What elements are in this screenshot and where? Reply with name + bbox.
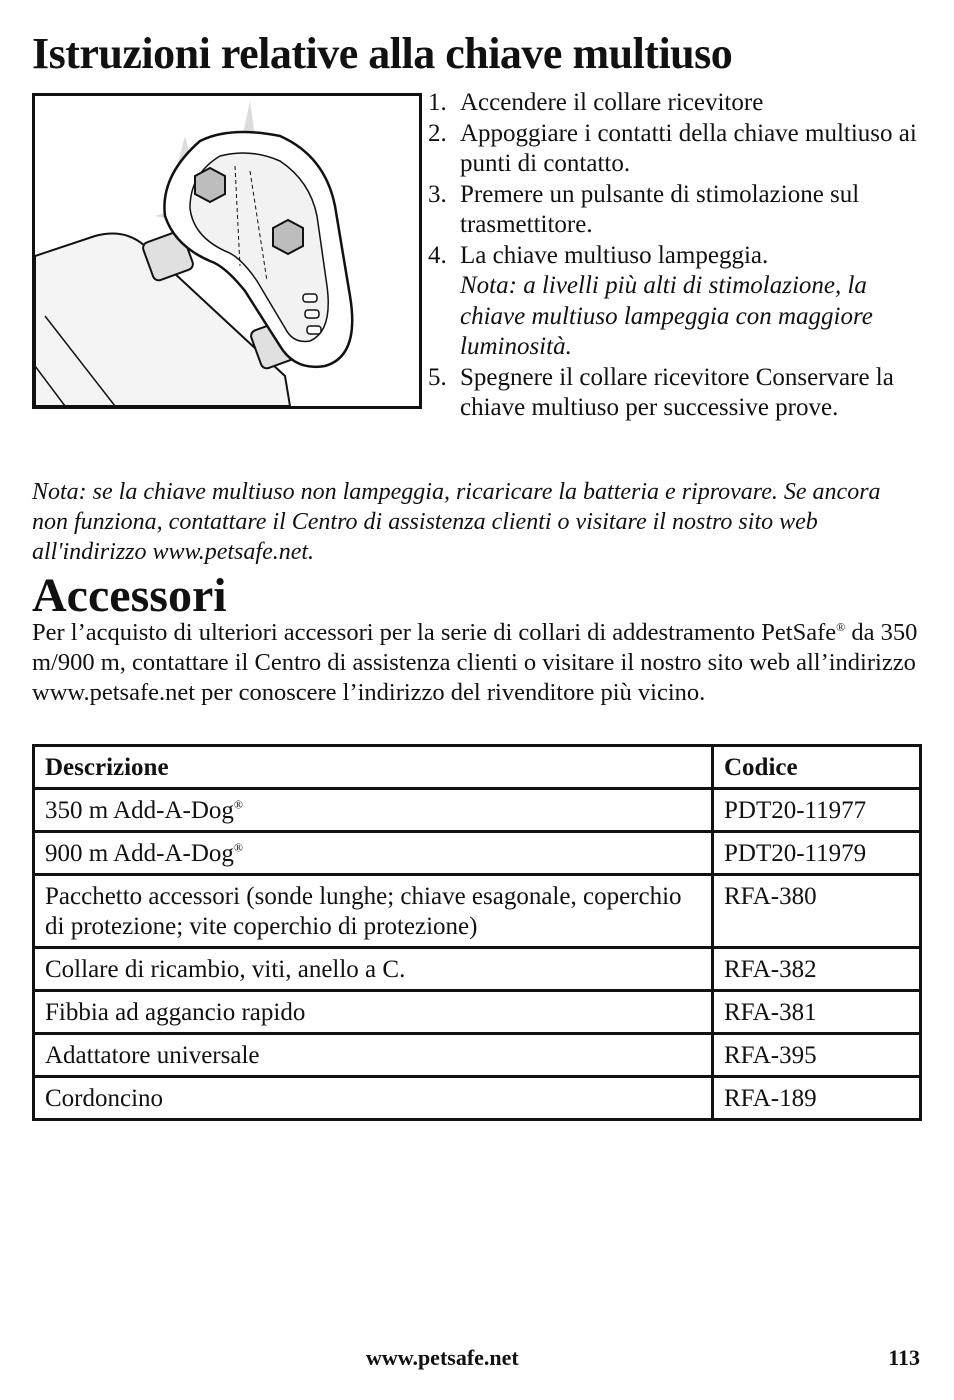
accessories-heading: Accessori [32,569,227,622]
step-number: 3. [428,180,447,208]
description-cell: Cordoncino [34,1077,713,1120]
code-cell: RFA-395 [713,1034,921,1077]
footer-website-link[interactable]: www.petsafe.net [366,1345,519,1370]
description-cell: Pacchetto accessori (sonde lunghe; chiave esagonale, coperchio di protezione; vite coperchio di protezione) [34,875,713,948]
registered-mark: ® [233,840,244,855]
step-number: 1. [428,89,447,116]
description-cell: Collare di ricambio, viti, anello a C. [34,948,713,991]
description-cell [34,832,713,875]
step-text: Spegnere il collare ricevitore Conservare la chiave multiuso per successive prove. [460,363,894,421]
step-item [428,119,928,180]
page-number: 113 [888,1345,920,1370]
accessories-table [32,744,922,1121]
step-note: Nota: a livelli più alti di stimolazione, la chiave multiuso lampeggia con maggiore luminosità. [460,272,873,360]
description-cell: Adattatore universale [34,1034,713,1077]
step-text: Premere un pulsante di stimolazione sul trasmettitore. [460,180,860,238]
table-row [34,991,921,1034]
section-heading: Istruzioni relative alla chiave multiuso [32,29,733,78]
table-row [34,1034,921,1077]
code-cell: PDT20-11979 [713,832,921,875]
step-item [428,363,928,424]
intro-text: Per l’acquisto di ulteriori accessori per la serie di collari di addestramento PetSafe [32,619,837,646]
table-row [34,789,921,832]
column-header-description: Descrizione [34,746,713,789]
step-item [428,180,928,241]
step-number: 2. [428,119,447,147]
step-text: Appoggiare i contatti della chiave multiuso ai punti di contatto. [460,119,917,177]
column-header-code: Codice [713,746,921,789]
intro-text-cont: da 350 m/900 m, contattare il Centro di assistenza clienti o visitare il nostro sito web all’indirizzo www.petsafe.net per conoscere l’indirizzo del rivenditore più vicino. [32,619,918,706]
code-cell: RFA-381 [713,991,921,1034]
table-header-row [34,746,921,789]
code-cell: RFA-382 [713,948,921,991]
step-text: Accendere il collare ricevitore [460,89,764,116]
code-cell: RFA-380 [713,875,921,948]
step-number: 5. [428,363,447,391]
multi-tool-illustration [32,93,422,409]
table-row [34,832,921,875]
registered-mark: ® [836,619,846,634]
instruction-steps [428,88,928,424]
step-text: La chiave multiuso lampeggia. [460,241,769,269]
step-item [428,241,928,363]
step-number: 4. [428,241,447,269]
table-row [34,1077,921,1120]
battery-note [32,477,922,567]
description-cell: Fibbia ad aggancio rapido [34,991,713,1034]
note-text: se la chiave multiuso non lampeggia, ricaricare la batteria e riprovare. Se ancora non funziona, contattare il Centro di assistenza clienti o visitare il nostro sito web all'indirizzo www.petsafe.net. [32,479,881,565]
step-item [428,88,928,119]
code-cell: PDT20-11977 [713,789,921,832]
description-cell [34,789,713,832]
code-cell: RFA-189 [713,1077,921,1120]
registered-mark: ® [233,797,244,812]
table-row [34,948,921,991]
description-text: 350 m Add-A-Dog [45,797,234,824]
table-row [34,875,921,948]
accessories-intro [32,618,922,708]
description-text: 900 m Add-A-Dog [45,840,234,867]
note-label: Nota: [32,479,87,505]
